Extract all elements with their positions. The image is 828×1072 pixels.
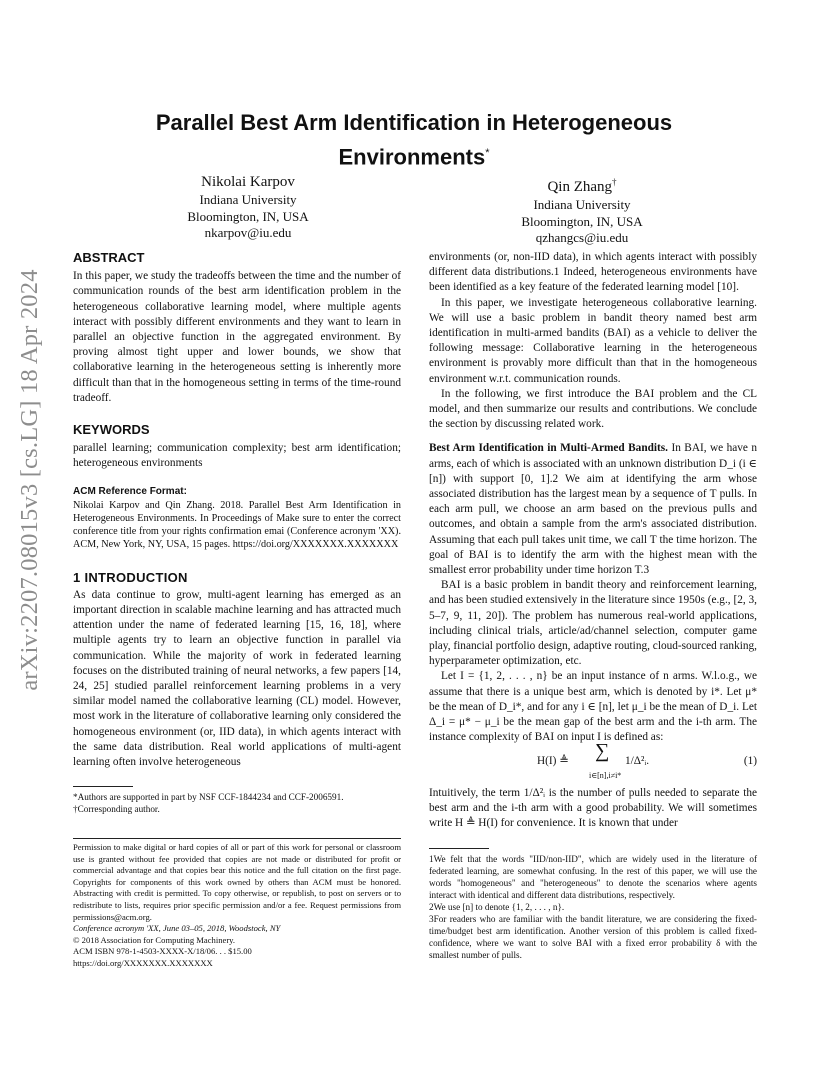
equation-subscript: i∈[n],i≠i* xyxy=(589,770,622,780)
arxiv-stamp xyxy=(16,250,44,710)
keywords-text: parallel learning; communication complexity; best arm identification; heterogeneous environments xyxy=(73,442,401,470)
introduction-heading: 1 INTRODUCTION xyxy=(73,569,188,585)
abstract-text: In this paper, we study the tradeoffs between the time and the number of communication rounds of the best arm identification problem in the heterogeneous collaborative learning model, where multiple agents interact with possibly different environments and they want to learn in parallel an objective function in the aggregated environment. By proving almost tight upper and lower bounds, we show that collaborative learning in the heterogeneous setting is inherently more difficult than that in the homogeneous setting in terms of the time-round tradeoff. xyxy=(73,270,401,404)
right-paragraph-2: In this paper, we investigate heterogeneous collaborative learning. We will use a basic problem in bandit theory named best arm identification in multi-armed bandits (BAI) as a vehicle to deliver the following message: Collaborative learning in the heterogeneous environment is provably more difficult than that in the homogeneous environment w.r.t. communication rounds. xyxy=(429,296,757,385)
equation-rhs: 1/Δ²ᵢ. xyxy=(625,754,650,767)
permission-rule xyxy=(73,838,401,839)
doi-line: https://doi.org/XXXXXXX.XXXXXXX xyxy=(73,957,213,968)
author-block-1 xyxy=(128,172,368,242)
author-email: nkarpov@iu.edu xyxy=(204,225,292,240)
footnote-rule xyxy=(429,848,489,849)
equation-lhs: H(I) ≜ xyxy=(537,754,569,767)
intro-paragraph-1: As data continue to grow, multi-agent learning has emerged as an important direction in scalable machine learning and has attracted much attention under the name of federated learning [15, 16, 18], where multiple agents try to learn an objective function in parallel via communication. While the majority of work in federated learning focuses on the distributed training of neural networks, a few papers [14, 24, 25] studied parallel reinforcement learning problems in a very similar model named the collaborative learning (CL) model. However, most work in the literature of collaborative learning only considered the homogeneous environment (or, IID data), in which agents interact with the same data distribution. Real world applications of multi-agent learning often involve heterogeneous xyxy=(73,588,401,769)
footnote-rule xyxy=(73,786,133,787)
footnote-funding: *Authors are supported in part by NSF CCF-1844234 and CCF-2006591. xyxy=(73,792,344,802)
right-footnotes xyxy=(429,848,757,961)
author-location: Bloomington, IN, USA xyxy=(187,208,309,224)
title-line-2: Environments* xyxy=(338,144,490,170)
title-footnote-mark: * xyxy=(485,147,490,159)
equation-sum: ∑ xyxy=(595,739,610,762)
keywords-heading: KEYWORDS xyxy=(73,422,150,438)
right-paragraph-1: environments (or, non-IID data), in which agents interact with possibly different data distributions.1 Indeed, heterogeneous environments have been identified as a key feature of the federated learning model [10]. xyxy=(429,251,757,294)
isbn-line: ACM ISBN 978-1-4503-XXXX-X/18/06. . . $15.00 xyxy=(73,946,252,957)
bai-text: In BAI, we have n arms, each of which is associated with an unknown distribution D_i (i ∈ [n]) with support [0, 1].2 We aim at identifying the arm whose associated distribution has the largest mean by a sequence of T pulls. In each arm pull, we choose an arm based on the previous pulls and outcomes, and obtain a sample from the arm's associated distribution. Assuming that each pull takes unit time, we call T the time horizon. The goal of BAI is to identify the arm with the highest mean with the smallest error probability under time horizon T.3 xyxy=(429,442,758,577)
left-column xyxy=(73,250,401,770)
author-affiliation: Indiana University xyxy=(533,197,631,212)
permission-text: Permission to make digital or hard copies of all or part of this work for personal or classroom use is granted without fee provided that copies are not made or distributed for profit or commercial advantage and that copies bear this notice and the full citation on the first page. Copyrights for components of this work owned by others than ACM must be honored. Abstracting with credit is permitted. To copy otherwise, or republish, to post on servers or to redistribute to lists, requires prior specific permission and/or a fee. Request permissions from permissions@acm.org. xyxy=(73,842,401,922)
left-footnotes xyxy=(73,786,401,815)
acm-reference-text: Nikolai Karpov and Qin Zhang. 2018. Parallel Best Arm Identification in Heterogeneous Environments. In Proceedings of Make sure to enter the correct conference title from your rights confirmation emai (Conference acronym 'XX). ACM, New York, NY, USA, 15 pages. https://doi.org/XXXXXXX.XXXXXXX xyxy=(73,499,401,551)
author-block-2 xyxy=(462,172,702,247)
author-affiliation: Indiana University xyxy=(199,192,297,207)
equation-number: (1) xyxy=(743,754,757,767)
bai-heading: Best Arm Identification in Multi-Armed Bandits. xyxy=(429,442,669,455)
paper-title xyxy=(120,108,708,172)
acm-reference-heading: ACM Reference Format: xyxy=(73,485,187,497)
author-footnote-mark: † xyxy=(612,177,617,187)
conference-line: Conference acronym 'XX, June 03–05, 2018, Woodstock, NY xyxy=(73,923,281,934)
equation-1 xyxy=(429,739,757,786)
title-line-1: Parallel Best Arm Identification in Heterogeneous xyxy=(155,110,673,135)
footnote-3: 3For readers who are familiar with the bandit literature, we are considering the fixed-time/budget best arm identification. Another version of this problem is called fixed-confidence, where we want to solve BAI with a fixed error probability δ with the smallest number of pulls. xyxy=(429,914,757,960)
right-column xyxy=(429,250,757,831)
arxiv-id: arXiv:2207.08015v3 [cs.LG] 18 Apr 2024 xyxy=(16,269,43,691)
copyright-line: © 2018 Association for Computing Machinery. xyxy=(73,934,236,945)
permission-block xyxy=(73,838,401,970)
author-email: qzhangcs@iu.edu xyxy=(535,230,629,245)
right-paragraph-5: BAI is a basic problem in bandit theory and reinforcement learning, and has been studied extensively in the literature since 1950s (e.g., [2, 3, 5–7, 9, 11, 20]). The problem has numerous real-world applications, including clinical trials, article/ad/channel selection, computer game play, financial portfolio design, adaptive routing, cloud-sourced ranking, hyperparameter optimization, etc. xyxy=(429,579,757,668)
abstract-heading: ABSTRACT xyxy=(73,250,145,265)
author-name: Nikolai Karpov xyxy=(201,174,295,190)
right-paragraph-3: In the following, we first introduce the BAI problem and the CL model, and then summarize our results and contributions. We conclude the section by discussing related work. xyxy=(429,387,757,431)
footnote-corresponding: †Corresponding author. xyxy=(73,804,160,814)
right-paragraph-7: Intuitively, the term 1/Δ²ᵢ is the number of pulls needed to separate the best arm and the i-th arm with a good probability. We will sometimes write H ≜ H(I) for convenience. It is known that under xyxy=(429,786,757,829)
right-paragraph-6: Let I = {1, 2, . . . , n} be an input instance of n arms. W.l.o.g., we assume that there is a unique best arm, which is denoted by i*. Let μ* be the mean of D_i*, and for any i ∈ [n], let μ_i be the mean of D_i. Let Δ_i = μ* − μ_i be the mean gap of the best arm and the i-th arm. The instance complexity of BAI on input I is defined as: xyxy=(429,670,757,744)
footnote-2: 2We use [n] to denote {1, 2, . . . , n}. xyxy=(429,902,565,912)
bai-paragraph xyxy=(429,441,757,578)
footnote-1: 1We felt that the words "IID/non-IID", which are widely used in the literature of federated learning, are somewhat confusing. In the rest of this paper, we will use the words "homogeneous" and "heterogeneous" to denote the scenarios where agents interact with identical and different data distributions, respectively. xyxy=(429,854,757,900)
author-location: Bloomington, IN, USA xyxy=(521,213,643,229)
author-name: Qin Zhang† xyxy=(547,177,617,195)
